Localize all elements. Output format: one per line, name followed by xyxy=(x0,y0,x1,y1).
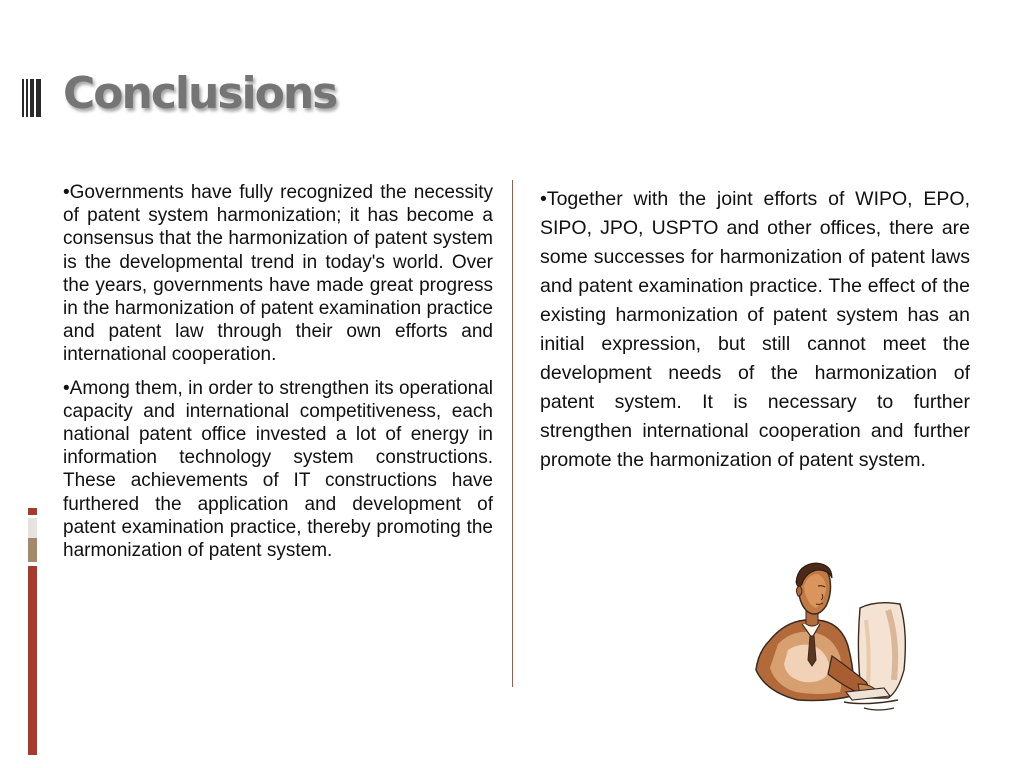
column-divider xyxy=(512,180,513,687)
slide-title: Conclusions xyxy=(63,68,337,119)
title-marker-bars xyxy=(22,79,42,117)
side-decoration-bars xyxy=(28,508,38,755)
right-text-column xyxy=(540,185,970,475)
person-at-computer-icon xyxy=(748,560,913,716)
left-text-column xyxy=(63,181,493,562)
left-paragraph-2: •Among them, in order to strengthen its operational capacity and international competitiveness, each national patent office invested a lot of energy in information technology system constructions. These achievements of IT constructions have furthered the application and development of patent examination practice, thereby promoting the harmonization of patent system. xyxy=(63,377,493,562)
left-paragraph-1: •Governments have fully recognized the necessity of patent system harmonization; it has become a consensus that the harmonization of patent system is the developmental trend in today's world. Over the years, governments have made great progress in the harmonization of patent examination practice and patent law through their own efforts and international cooperation. xyxy=(63,182,493,366)
right-paragraph-1: •Together with the joint efforts of WIPO, EPO, SIPO, JPO, USPTO and other offices, there are some successes for harmonization of patent laws and patent examination practice. The effect of the existing harmonization of patent system has an initial expression, but still cannot meet the development needs of the harmonization of patent system. It is necessary to further strengthen international cooperation and further promote the harmonization of patent system. xyxy=(540,188,970,471)
